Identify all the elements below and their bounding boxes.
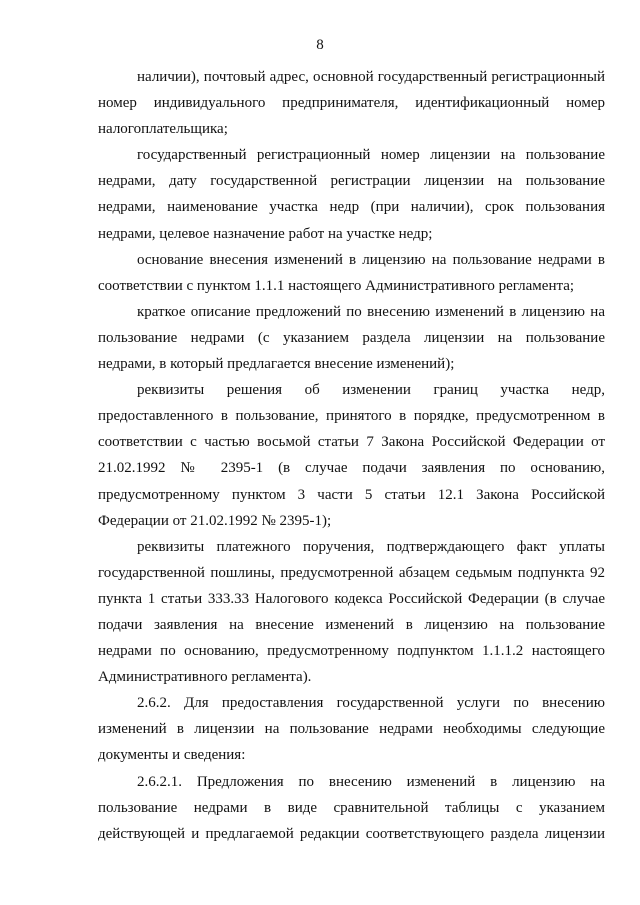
- text-line: Административного регламента).: [98, 669, 312, 686]
- paragraph: [98, 299, 605, 377]
- text-line: недрами, наименование участка недр (при наличии), срок пользования: [98, 199, 605, 216]
- text-line: недрами, целевое назначение работ на участке недр;: [98, 225, 433, 242]
- text-line: государственной пошлины, предусмотренной абзацем седьмым подпункта 92: [98, 564, 605, 581]
- text-line: реквизиты решения об изменении границ участка недр,: [137, 382, 605, 399]
- text-line: документы и сведения:: [98, 747, 246, 764]
- text-line: краткое описание предложений по внесению изменений в лицензию на: [137, 303, 605, 320]
- document-body: [98, 64, 605, 847]
- text-line: изменений в лицензии на пользование недрами необходимы следующие: [98, 721, 605, 738]
- text-line: пользование недрами в виде сравнительной таблицы с указанием: [98, 799, 605, 816]
- page-number: 8: [316, 37, 324, 53]
- text-line: предоставленного в пользование, принятого в порядке, предусмотренном в: [98, 408, 605, 425]
- text-line: 21.02.1992 № 2395-1 (в случае подачи заявления по основанию,: [98, 460, 605, 477]
- paragraph: [98, 377, 605, 534]
- text-line: 2.6.2. Для предоставления государственной услуги по внесению: [137, 695, 605, 712]
- text-line: пункта 1 статьи 333.33 Налогового кодекса Российской Федерации (в случае: [98, 590, 605, 607]
- text-line: пользование недрами (с указанием раздела лицензии на пользование: [98, 329, 605, 346]
- paragraph: [98, 247, 605, 299]
- text-line: основание внесения изменений в лицензию на пользование недрами в: [137, 251, 605, 268]
- paragraph: [98, 142, 605, 246]
- text-line: налогоплательщика;: [98, 121, 228, 138]
- text-line: недрами, дату государственной регистрации лицензии на пользование: [98, 173, 605, 190]
- paragraph: [98, 64, 605, 142]
- paragraph: [98, 534, 605, 691]
- text-line: 2.6.2.1. Предложения по внесению изменений в лицензию на: [137, 773, 605, 790]
- text-line: Федерации от 21.02.1992 № 2395-1);: [98, 512, 332, 529]
- paragraph: [98, 690, 605, 768]
- paragraph: [98, 769, 605, 847]
- text-line: реквизиты платежного поручения, подтверждающего факт уплаты: [137, 538, 605, 555]
- text-line: соответствии с пунктом 1.1.1 настоящего Административного регламента;: [98, 277, 575, 294]
- text-line: действующей и предлагаемой редакции соответствующего раздела лицензии: [98, 825, 605, 842]
- text-line: государственный регистрационный номер лицензии на пользование: [137, 147, 605, 164]
- text-line: предусмотренному пунктом 3 части 5 статьи 12.1 Закона Российской: [98, 486, 605, 503]
- text-line: номер индивидуального предпринимателя, идентификационный номер: [98, 95, 605, 112]
- text-line: подачи заявления на внесение изменений в лицензию на пользование: [98, 616, 605, 633]
- text-line: наличии), почтовый адрес, основной государственный регистрационный: [137, 69, 605, 85]
- text-line: недрами по основанию, предусмотренному подпунктом 1.1.1.2 настоящего: [98, 643, 605, 660]
- text-line: недрами, в который предлагается внесение изменений);: [98, 356, 455, 373]
- text-line: соответствии с частью восьмой статьи 7 Закона Российской Федерации от: [98, 434, 605, 451]
